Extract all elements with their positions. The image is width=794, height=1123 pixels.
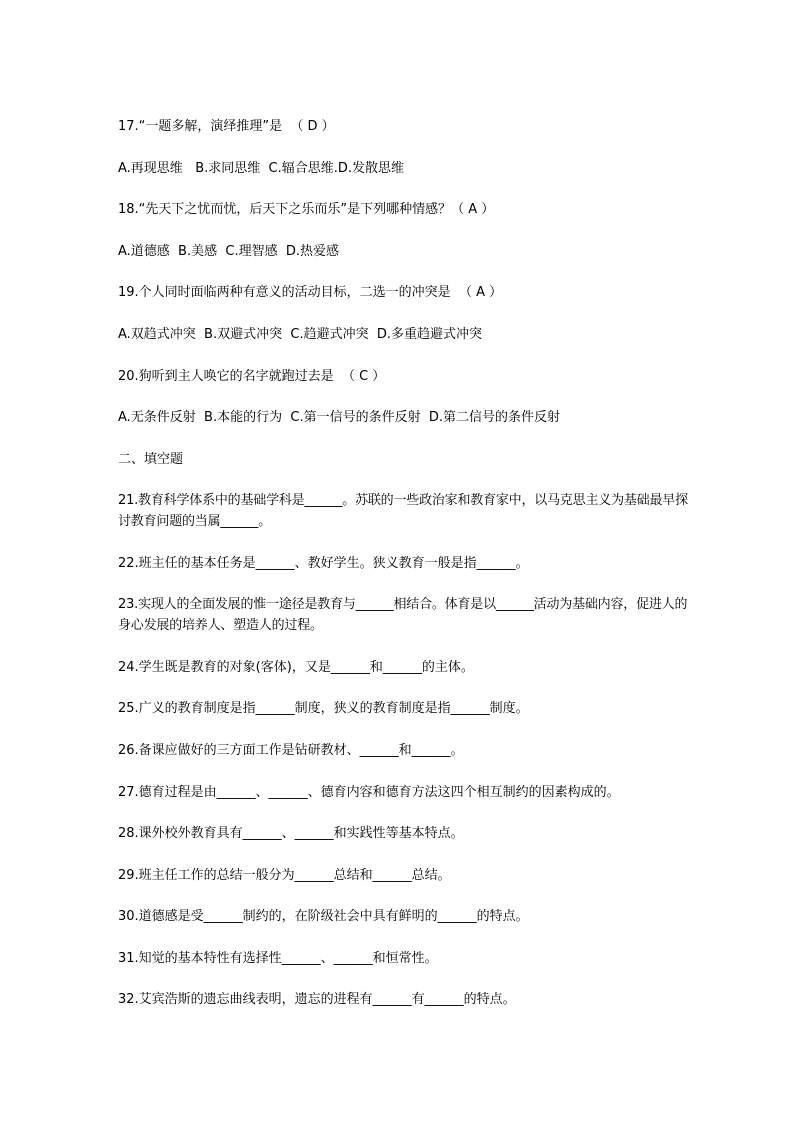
question-19-options: A.双趋式冲突 B.双避式冲突 C.趋避式冲突 D.多重趋避式冲突 (118, 326, 482, 342)
question-31: 31.知觉的基本特性有选择性______、______和恒常性。 (118, 950, 438, 966)
question-28: 28.课外校外教育具有______、______和实践性等基本特点。 (118, 826, 464, 842)
section-heading-fill-blank: 二、填空题 (118, 451, 184, 467)
question-20-options: A.无条件反射 B.本能的行为 C.第一信号的条件反射 D.第二信号的条件反射 (118, 410, 560, 426)
question-18: 18.“先天下之忧而忧，后天下之乐而乐”是下列哪种情感？（ A ） (118, 202, 495, 218)
document-page (118, 117, 698, 1032)
question-17-options: A.再现思维 B.求同思维 C.辐合思维.D.发散思维 (118, 160, 404, 176)
question-19: 19.个人同时面临两种有意义的活动目标，二选一的冲突是 （ A ） (118, 285, 503, 301)
question-17: 17.“一题多解，演绎推理”是 （ D ） (118, 119, 335, 134)
question-29: 29.班主任工作的总结一般分为______总结和______总结。 (118, 867, 451, 883)
question-32: 32.艾宾浩斯的遗忘曲线表明，遗忘的进程有______有______的特点。 (118, 992, 516, 1008)
question-18-options: A.道德感 B.美感 C.理智感 D.热爱感 (118, 243, 339, 259)
question-20: 20.狗听到主人唤它的名字就跑过去是 （ C ） (118, 368, 386, 384)
question-24: 24.学生既是教育的对象(客体)，又是______和______的主体。 (118, 659, 474, 675)
question-25: 25.广义的教育制度是指______制度，狭义的教育制度是指______制度。 (118, 701, 529, 717)
question-23: 23.实现人的全面发展的惟一途径是教育与______相结合。体育是以______活动为基础内容，促进人的身心发展的培养人、塑造人的过程。 (118, 597, 688, 634)
question-26: 26.备课应做好的三方面工作是钻研教材、______和______。 (118, 742, 464, 758)
question-30: 30.道德感是受______制约的，在阶级社会中具有鲜明的______的特点。 (118, 909, 529, 925)
question-27: 27.德育过程是由______、______、德育内容和德育方法这四个相互制约的因素构成的。 (118, 784, 620, 800)
question-22: 22.班主任的基本任务是______、教好学生。狭义教育一般是指______。 (118, 555, 529, 571)
question-21: 21.教育科学体系中的基础学科是______。苏联的一些政治家和教育家中，以马克思主义为基础最早探讨教育问题的当属______。 (118, 493, 688, 530)
